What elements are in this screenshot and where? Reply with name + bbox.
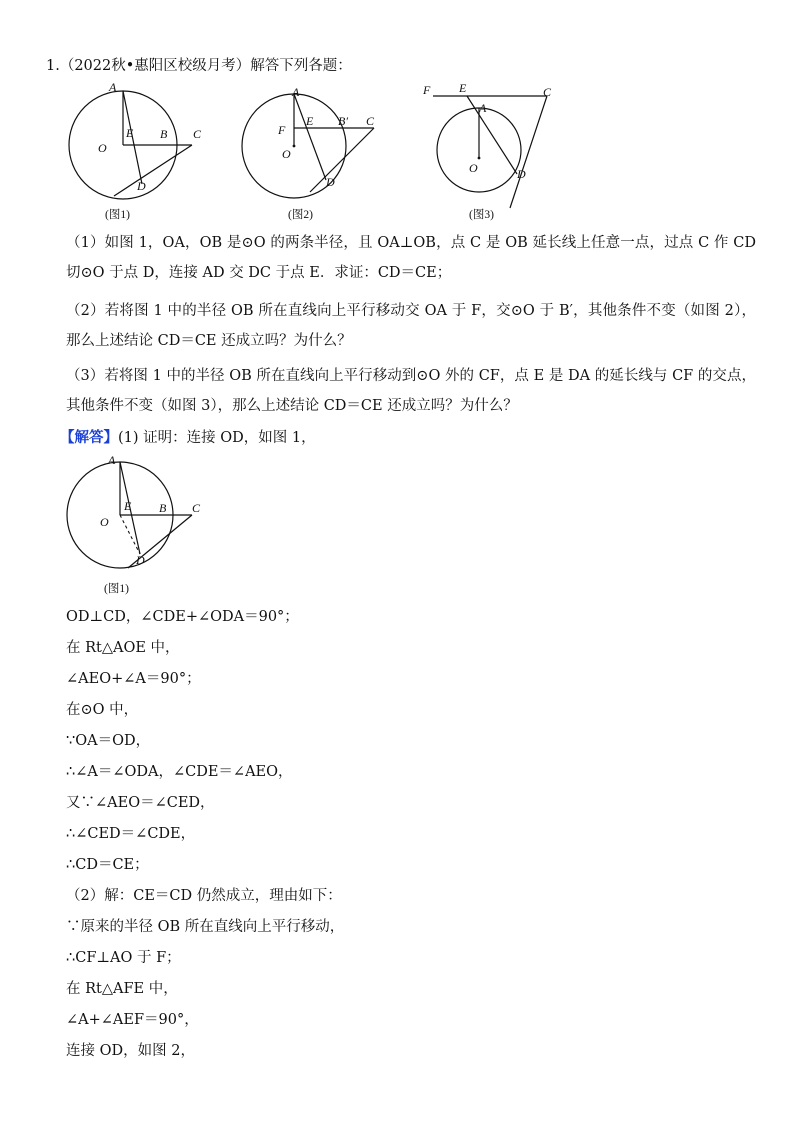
figure-caption: (图2) (288, 209, 313, 221)
problem-part-1: （1）如图 1，OA，OB 是⊙O 的两条半径，且 OA⊥OB，点 C 是 OB 延长线上任意一点，过点 C 作 CD 切⊙O 于点 D，连接 AD 交 DC 于点 E．求证：CD＝CE； (66, 235, 756, 281)
problem-header: 1.（2022秋•惠阳区校级月考）解答下列各题： (46, 58, 352, 74)
label-o: O (469, 161, 478, 175)
figure-1 (60, 78, 210, 226)
label-a: A (292, 85, 300, 99)
label-d: D (326, 175, 335, 189)
figure-caption: (图1) (105, 209, 130, 221)
figure-caption: (图1) (104, 583, 129, 595)
solution-step: ∠A+∠AEF＝90°， (66, 1012, 199, 1028)
problem-part-2: （2）若将图 1 中的半径 OB 所在直线向上平行移动交 OA 于 F，交⊙O 于 B′，其他条件不变（如图 2），那么上述结论 CD＝CE 还成立吗？为什么？ (66, 303, 756, 349)
figure-3 (415, 78, 575, 228)
solution-step: 连接 OD，如图 2， (66, 1043, 195, 1059)
label-f: F (423, 83, 431, 97)
solution-heading (60, 428, 316, 448)
label-c: C (192, 501, 201, 515)
problem-part-3: （3）若将图 1 中的半径 OB 所在直线向上平行移动到⊙O 外的 CF，点 E 是 DA 的延长线与 CF 的交点，其他条件不变（如图 3），那么上述结论 CD＝CE 还成立吗？为什么？ (66, 368, 756, 414)
solution-step: OD⊥CD，∠CDE+∠ODA＝90°； (66, 609, 299, 625)
label-b: B (159, 501, 167, 515)
label-a: A (109, 80, 117, 94)
label-b-prime: B′ (338, 114, 348, 128)
label-b: B (160, 127, 168, 141)
label-o: O (98, 141, 107, 155)
label-o: O (100, 515, 109, 529)
label-a: A (108, 453, 116, 467)
label-c: C (543, 85, 552, 99)
label-c: C (366, 114, 375, 128)
solution-step: 在⊙O 中， (66, 702, 139, 718)
label-d: D (136, 553, 145, 567)
label-d: D (517, 167, 526, 181)
figure-solution (60, 450, 210, 600)
label-e: E (459, 81, 467, 95)
solution-step: ∴CD＝CE； (66, 857, 149, 873)
label-e: E (124, 499, 132, 513)
label-d: D (137, 179, 146, 193)
solution-step: （2）解：CE＝CD 仍然成立，理由如下： (66, 888, 342, 904)
figure-caption: (图3) (469, 209, 494, 221)
label-e: E (306, 114, 314, 128)
solution-step: ∵OA＝OD， (66, 733, 151, 749)
solution-step: 又∵∠AEO＝∠CED， (66, 795, 215, 811)
label-a: A (479, 101, 487, 115)
solution-step: ∵原来的半径 OB 所在直线向上平行移动， (66, 919, 345, 935)
solution-intro: (1) 证明：连接 OD，如图 1， (118, 430, 316, 446)
solution-step: ∴CF⊥AO 于 F； (66, 950, 181, 966)
solution-step: 在 Rt△AFE 中， (66, 981, 178, 997)
solution-step: 在 Rt△AOE 中， (66, 640, 180, 656)
solution-step: ∠AEO+∠A＝90°； (66, 671, 201, 687)
label-c: C (193, 127, 202, 141)
solution-tag: 【解答】 (60, 429, 118, 446)
label-f: F (278, 123, 286, 137)
label-e: E (126, 126, 134, 140)
solution-step: ∴∠A＝∠ODA，∠CDE＝∠AEO， (66, 764, 293, 780)
figure-2 (240, 80, 390, 228)
label-o: O (282, 147, 291, 161)
solution-step: ∴∠CED＝∠CDE， (66, 826, 196, 842)
